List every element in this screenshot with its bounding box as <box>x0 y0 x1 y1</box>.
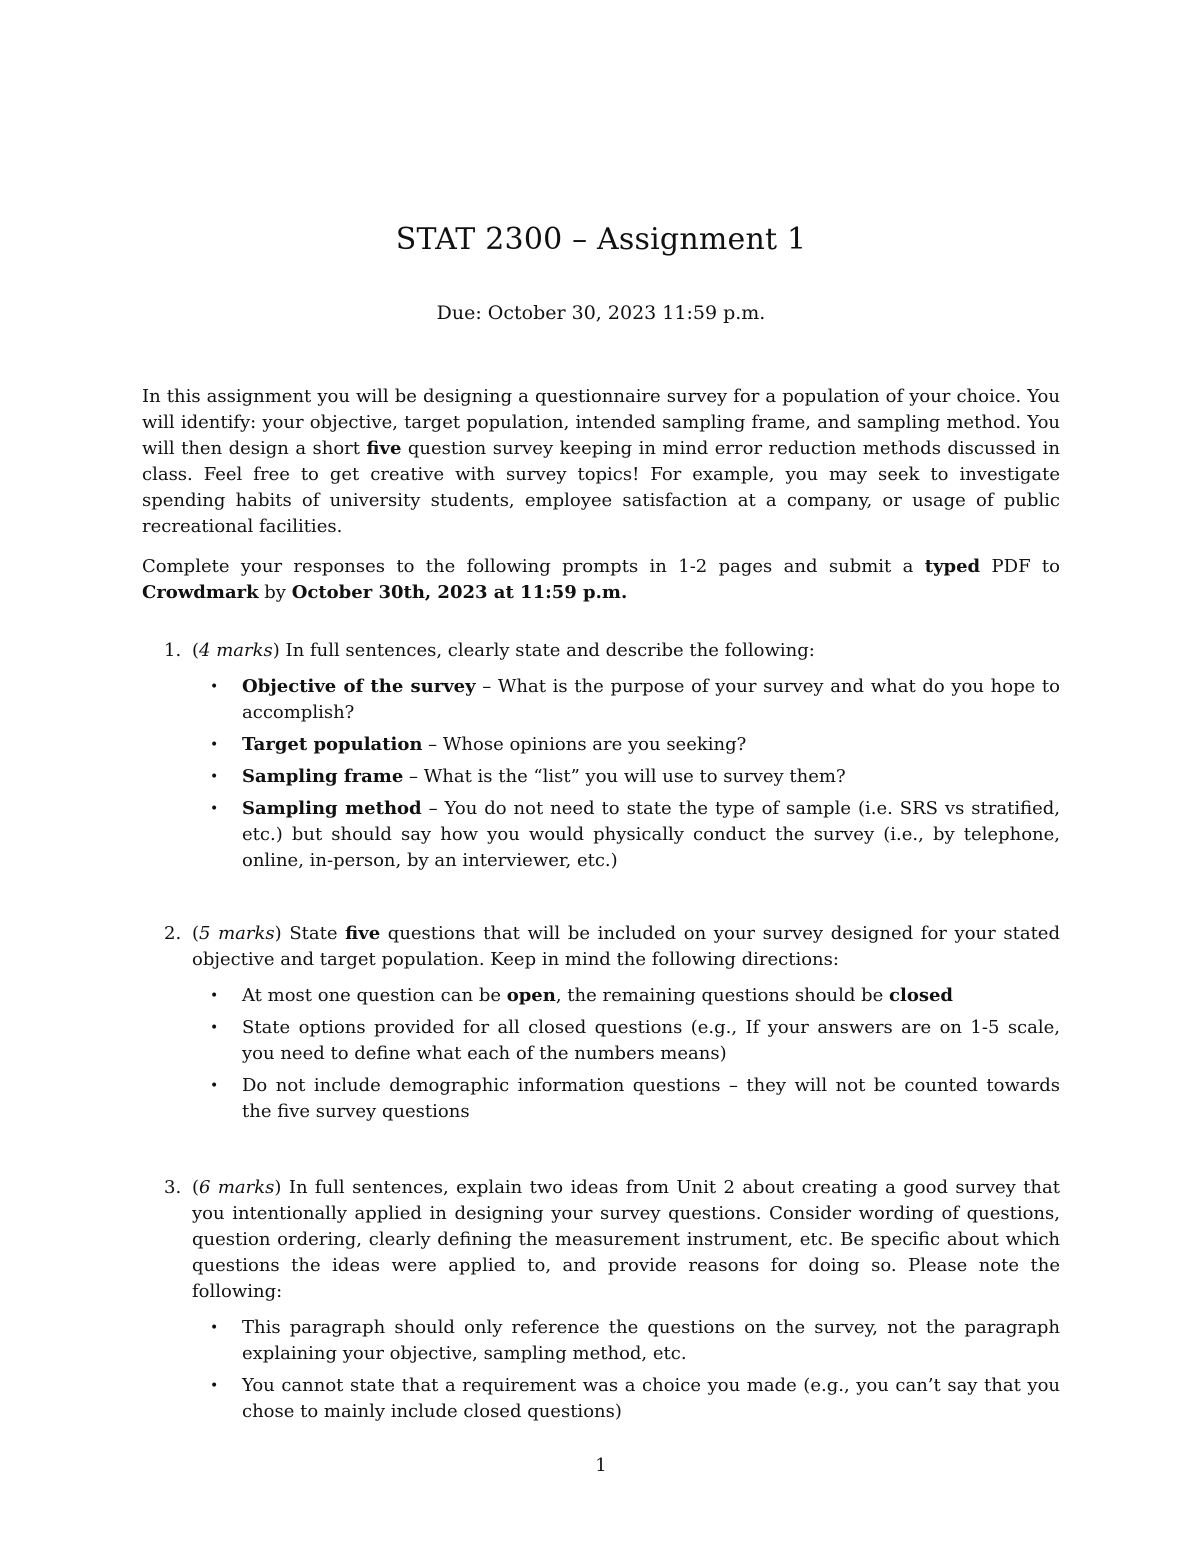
question-text-b: questions that will be included on your survey designed for your stated objective and target population. Keep in mind the following directions: <box>192 923 1060 970</box>
item-text: – Whose opinions are you seeking? <box>422 734 747 755</box>
question-number: 2. <box>164 923 182 944</box>
item-text: State options provided for all closed questions (e.g., If your answers are on 1-5 scale, you need to define what each of the numbers means) <box>242 1017 1060 1064</box>
question-2 <box>142 921 1060 1131</box>
item-term: Sampling method <box>242 798 422 819</box>
due-date: Due: October 30, 2023 11:59 p.m. <box>436 302 766 324</box>
instructions-paragraph <box>142 554 1060 606</box>
question-prompt: (6 marks) In full sentences, explain two ideas from Unit 2 about creating a good survey that you intentionally applied in designing your survey questions. Consider wording of questions, question ordering, clearly defining the measurement instrument, etc. Be specific about which questions the ideas were applied to, and provide reasons for doing so. Please note the following: <box>192 1177 1060 1302</box>
question-marks: 4 marks <box>199 640 273 661</box>
item-text: Do not include demographic information questions – they will not be counted towards the five survey questions <box>242 1075 1060 1122</box>
list-item <box>192 1015 1060 1067</box>
bullet-icon: • <box>210 769 219 785</box>
list-item <box>192 796 1060 874</box>
question-2-list <box>192 983 1060 1125</box>
instr-text-2: PDF to <box>980 556 1060 577</box>
bullet-icon: • <box>210 679 219 695</box>
document-page <box>142 0 1060 1553</box>
item-term: Sampling frame <box>242 766 404 787</box>
question-3 <box>142 1175 1060 1431</box>
question-marks: 5 marks <box>199 923 275 944</box>
bullet-icon: • <box>210 988 219 1004</box>
bullet-icon: • <box>210 737 219 753</box>
item-text: – What is the “list” you will use to survey them? <box>403 766 846 787</box>
instr-text-1: Complete your responses to the following prompts in 1-2 pages and submit a <box>142 556 925 577</box>
question-prompt: (5 marks) State five questions that will be included on your survey designed for your stated objective and target population. Keep in mind the following directions: <box>192 923 1060 970</box>
item-text: This paragraph should only reference the questions on the survey, not the paragraph explaining your objective, sampling method, etc. <box>242 1317 1060 1364</box>
list-item <box>192 1373 1060 1425</box>
intro-bold-five: five <box>366 438 402 459</box>
question-prompt: (4 marks) In full sentences, clearly state and describe the following: <box>192 640 815 661</box>
intro-paragraph <box>142 384 1060 540</box>
question-bold-five: five <box>345 923 381 944</box>
item-text: , the remaining questions should be <box>555 985 890 1006</box>
list-item <box>192 764 1060 790</box>
question-number: 3. <box>164 1177 182 1198</box>
item-text: – What is the purpose of your survey and what do you hope to accomplish? <box>242 676 1060 723</box>
list-item <box>192 983 1060 1009</box>
bullet-icon: • <box>210 1078 219 1094</box>
item-bold-closed: closed <box>889 985 954 1006</box>
list-item <box>192 1073 1060 1125</box>
page-number: 1 <box>595 1455 607 1476</box>
item-text: You cannot state that a requirement was a choice you made (e.g., you can’t say that you chose to mainly include closed questions) <box>242 1375 1060 1422</box>
question-marks: 6 marks <box>199 1177 275 1198</box>
bullet-icon: • <box>210 1320 219 1336</box>
item-text: At most one question can be <box>242 985 507 1006</box>
question-1-list <box>192 674 1060 874</box>
instr-text-3: by <box>258 582 292 603</box>
list-item <box>192 674 1060 726</box>
item-term: Target population <box>242 734 423 755</box>
bullet-icon: • <box>210 1378 219 1394</box>
list-item <box>192 1315 1060 1367</box>
instr-bold-deadline: October 30th, 2023 at 11:59 p.m. <box>291 582 628 603</box>
instr-bold-crowdmark: Crowdmark <box>142 582 259 603</box>
intro-text-1: In this assignment you will be designing a questionnaire survey for a population of your choice. You will identify: your objective, target population, intended sampling frame, and sampling method. You will then design a short <box>142 386 1060 459</box>
item-bold-open: open <box>506 985 556 1006</box>
list-item <box>192 732 1060 758</box>
bullet-icon: • <box>210 1020 219 1036</box>
item-text: – You do not need to state the type of sample (i.e. SRS vs stratified, etc.) but should say how you would physically conduct the survey (i.e., by telephone, online, in-person, by an interviewer, etc.) <box>242 798 1060 871</box>
question-number: 1. <box>164 640 182 661</box>
item-term: Objective of the survey <box>242 676 476 697</box>
intro-text-2: question survey keeping in mind error reduction methods discussed in class. Feel free to get creative with survey topics! For example, you may seek to investigate spending habits of university students, employee satisfaction at a company, or usage of public recreational facilities. <box>142 438 1060 537</box>
instr-bold-typed: typed <box>924 556 981 577</box>
bullet-icon: • <box>210 801 219 817</box>
page-title: STAT 2300 – Assignment 1 <box>395 222 807 257</box>
question-text-a: State <box>281 923 346 944</box>
question-1 <box>142 638 1060 880</box>
question-text: In full sentences, clearly state and describe the following: <box>279 640 815 661</box>
question-3-list <box>192 1315 1060 1425</box>
question-text: In full sentences, explain two ideas from Unit 2 about creating a good survey that you intentionally applied in designing your survey questions. Consider wording of questions, question ordering, clearly defining the measurement instrument, etc. Be specific about which questions the ideas were applied to, and provide reasons for doing so. Please note the following: <box>192 1177 1060 1302</box>
